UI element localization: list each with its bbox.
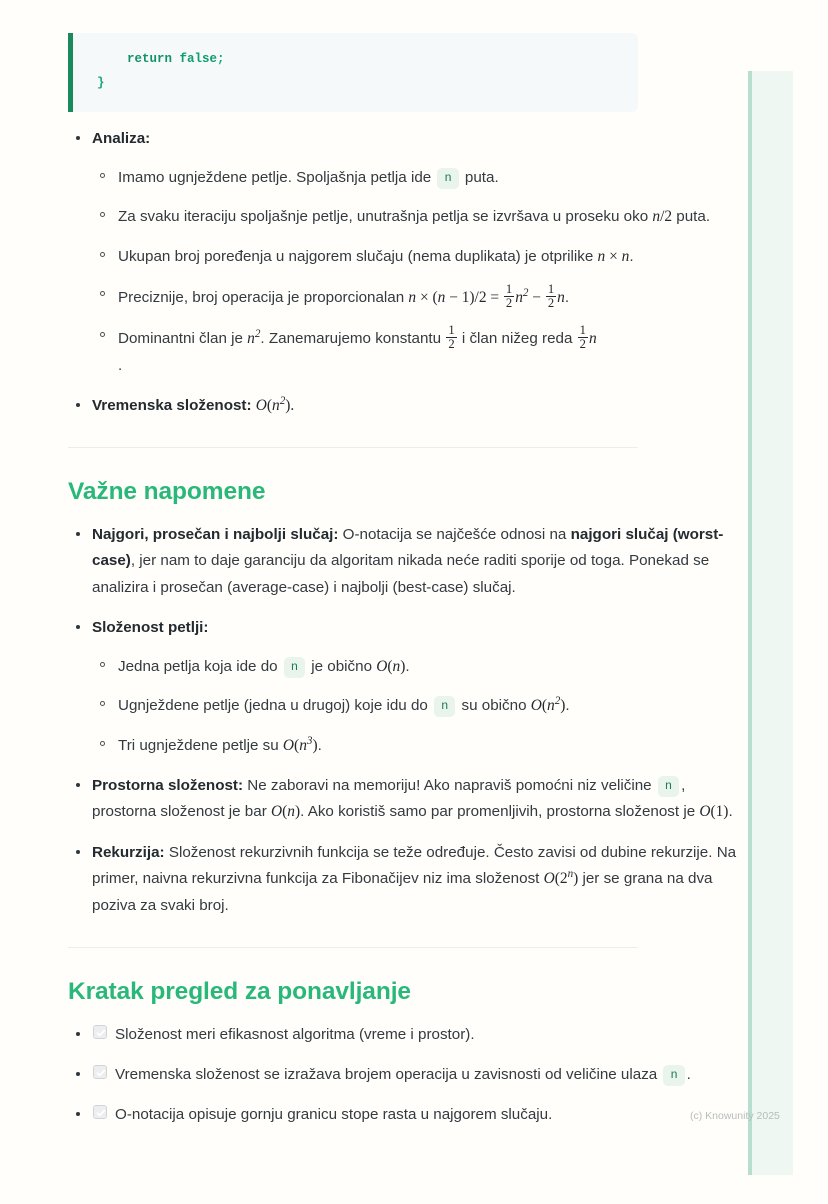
checklist-text-before: Vremenska složenost se izražava brojem operacija u zavisnosti od veličine ulaza xyxy=(115,1065,662,1083)
loop-complexity-sublist xyxy=(92,654,738,759)
section-divider xyxy=(68,447,638,448)
math-expression: n × (n − 1)/2 = $\frac{1}{2}$ $n^2$ − $\frac{1}{2}$ n xyxy=(408,282,565,311)
math-expression: n/2 xyxy=(652,208,673,226)
text-before: Tri ugnježdene petlje su xyxy=(118,736,283,754)
text-mid: je obično xyxy=(307,657,377,675)
list-item-vremenska-slozenost xyxy=(68,393,738,419)
text-before: Jedna petlja koja ide do xyxy=(118,657,282,675)
section-divider xyxy=(68,947,638,948)
text-period: . xyxy=(118,356,123,374)
analysis-list xyxy=(68,126,738,420)
checklist-text: Složenost meri efikasnost algoritma (vreme i prostor). xyxy=(115,1025,475,1043)
checklist-text: O-notacija opisuje gornju granicu stope rasta u najgorem slučaju. xyxy=(115,1105,553,1123)
list-item-analiza xyxy=(68,126,738,379)
inline-code-n: n xyxy=(434,696,455,717)
text-mid: su obično xyxy=(457,697,531,715)
text-before: Za svaku iteraciju spoljašnje petlje, unutrašnja petlja se izvršava u proseku oko xyxy=(118,208,653,226)
text-mid-2: i član nižeg reda xyxy=(457,330,577,348)
item-label: Najgori, prosečan i najbolji slučaj: xyxy=(92,526,339,544)
section-heading-kratak-pregled: Kratak pregled za ponavljanje xyxy=(68,977,411,1005)
list-item xyxy=(92,244,738,270)
list-item xyxy=(92,733,738,759)
text-before: Preciznije, broj operacija je proporcionalan xyxy=(118,288,409,306)
item-text-4: . xyxy=(728,803,733,821)
item-text-3: . Ako koristiš samo par promenljivih, prostorna složenost je xyxy=(300,803,700,821)
item-text-1: O-notacija se najčešće odnosi na xyxy=(338,526,571,544)
checklist-item xyxy=(68,1102,738,1128)
list-item-slozenost-petlji xyxy=(68,615,738,760)
text-after: . xyxy=(564,288,570,306)
analysis-heading: Analiza: xyxy=(92,129,151,147)
section-heading-vazne-napomene: Važne napomene xyxy=(68,478,266,506)
math-expression: $O(n^3)$ xyxy=(282,734,318,754)
item-text-1: Složenost rekurzivnih funkcija se teže određuje. Često zavisi od dubine rekurzije. Na primer, naivna rekurzivna funkcija za Fibonačijev niz ima složenost xyxy=(92,843,737,888)
math-expression: O(2$^n$) xyxy=(543,867,579,888)
item-label: Složenost petlji: xyxy=(92,618,209,636)
math-expression: O(n) xyxy=(376,657,406,675)
item-text-2: jer se grana na dva poziva za svaki broj. xyxy=(92,870,713,914)
list-item-prostorna-slozenost xyxy=(68,773,738,826)
inline-code-n: n xyxy=(284,657,305,678)
checklist-text-after: . xyxy=(686,1065,691,1083)
text-before: Dominantni član je xyxy=(118,330,248,348)
math-expression: $n^2$ xyxy=(247,328,261,348)
list-item xyxy=(92,204,738,230)
inline-code-n: n xyxy=(663,1065,684,1086)
code-block-content xyxy=(97,47,622,96)
item-text-2: , jer nam to daje garanciju da algoritam nikada neće raditi sporije od toga. Ponekad se analizira i prosečan (average-case) i najbolji (best-case) slučaj. xyxy=(92,552,710,596)
item-label: Rekurzija: xyxy=(92,843,165,861)
checklist-item xyxy=(68,1062,738,1088)
list-item xyxy=(92,654,738,680)
item-text-1: Ne zaboravi na memoriju! Ako napraviš pomoćni niz veličine xyxy=(243,777,656,795)
summary-checklist xyxy=(68,1022,738,1128)
math-expression: n × n xyxy=(597,247,630,265)
math-expression: O(n) xyxy=(270,803,301,821)
item-bold-2: najgori slučaj (worst-case) xyxy=(92,526,724,570)
footer-watermark: (c) Knowunity 2025 xyxy=(690,1110,780,1122)
checklist-item xyxy=(68,1022,738,1048)
math-expression: $O(n^2)$. xyxy=(255,394,295,414)
inline-code-n: n xyxy=(437,168,458,189)
text-before: Imamo ugnježdene petlje. Spoljašnja petlja ide xyxy=(118,168,436,186)
text-after: . xyxy=(565,697,570,715)
list-item xyxy=(92,283,738,311)
code-line: return false; xyxy=(97,52,225,66)
complexity-label: Vremenska složenost: xyxy=(92,396,252,414)
list-item xyxy=(92,165,738,191)
inline-code-n: n xyxy=(658,776,679,797)
item-text-2: , prostorna složenost je bar xyxy=(92,777,686,821)
document-page xyxy=(0,33,828,1128)
math-expression: $\frac{1}{2}$ xyxy=(448,323,455,352)
text-after: . xyxy=(317,736,322,754)
text-after: puta. xyxy=(672,208,711,226)
checkbox-checked-icon[interactable] xyxy=(93,1065,107,1079)
math-expression: $\frac{1}{2}$ n xyxy=(579,323,597,352)
checkbox-checked-icon[interactable] xyxy=(93,1025,107,1039)
list-item xyxy=(92,324,738,378)
text-after: . xyxy=(629,247,634,265)
code-block xyxy=(68,33,638,112)
analysis-sublist xyxy=(92,165,738,379)
important-notes-list xyxy=(68,522,738,918)
list-item-rekurzija xyxy=(68,840,738,919)
math-expression: O(1) xyxy=(699,803,729,821)
text-after: puta. xyxy=(460,168,499,186)
text-mid: . Zanemarujemo konstantu xyxy=(260,330,446,348)
math-expression: $O(n^2)$ xyxy=(530,695,566,715)
item-label: Prostorna složenost: xyxy=(92,777,244,795)
list-item xyxy=(92,693,738,719)
text-after: . xyxy=(405,657,410,675)
checkbox-checked-icon[interactable] xyxy=(93,1105,107,1119)
list-item-najgori-prosecan-najbolji xyxy=(68,522,738,600)
code-line: } xyxy=(97,76,105,91)
text-before: Ugnježdene petlje (jedna u drugoj) koje idu do xyxy=(118,697,433,715)
text-before: Ukupan broj poređenja u najgorem slučaju (nema duplikata) je otprilike xyxy=(118,247,598,265)
